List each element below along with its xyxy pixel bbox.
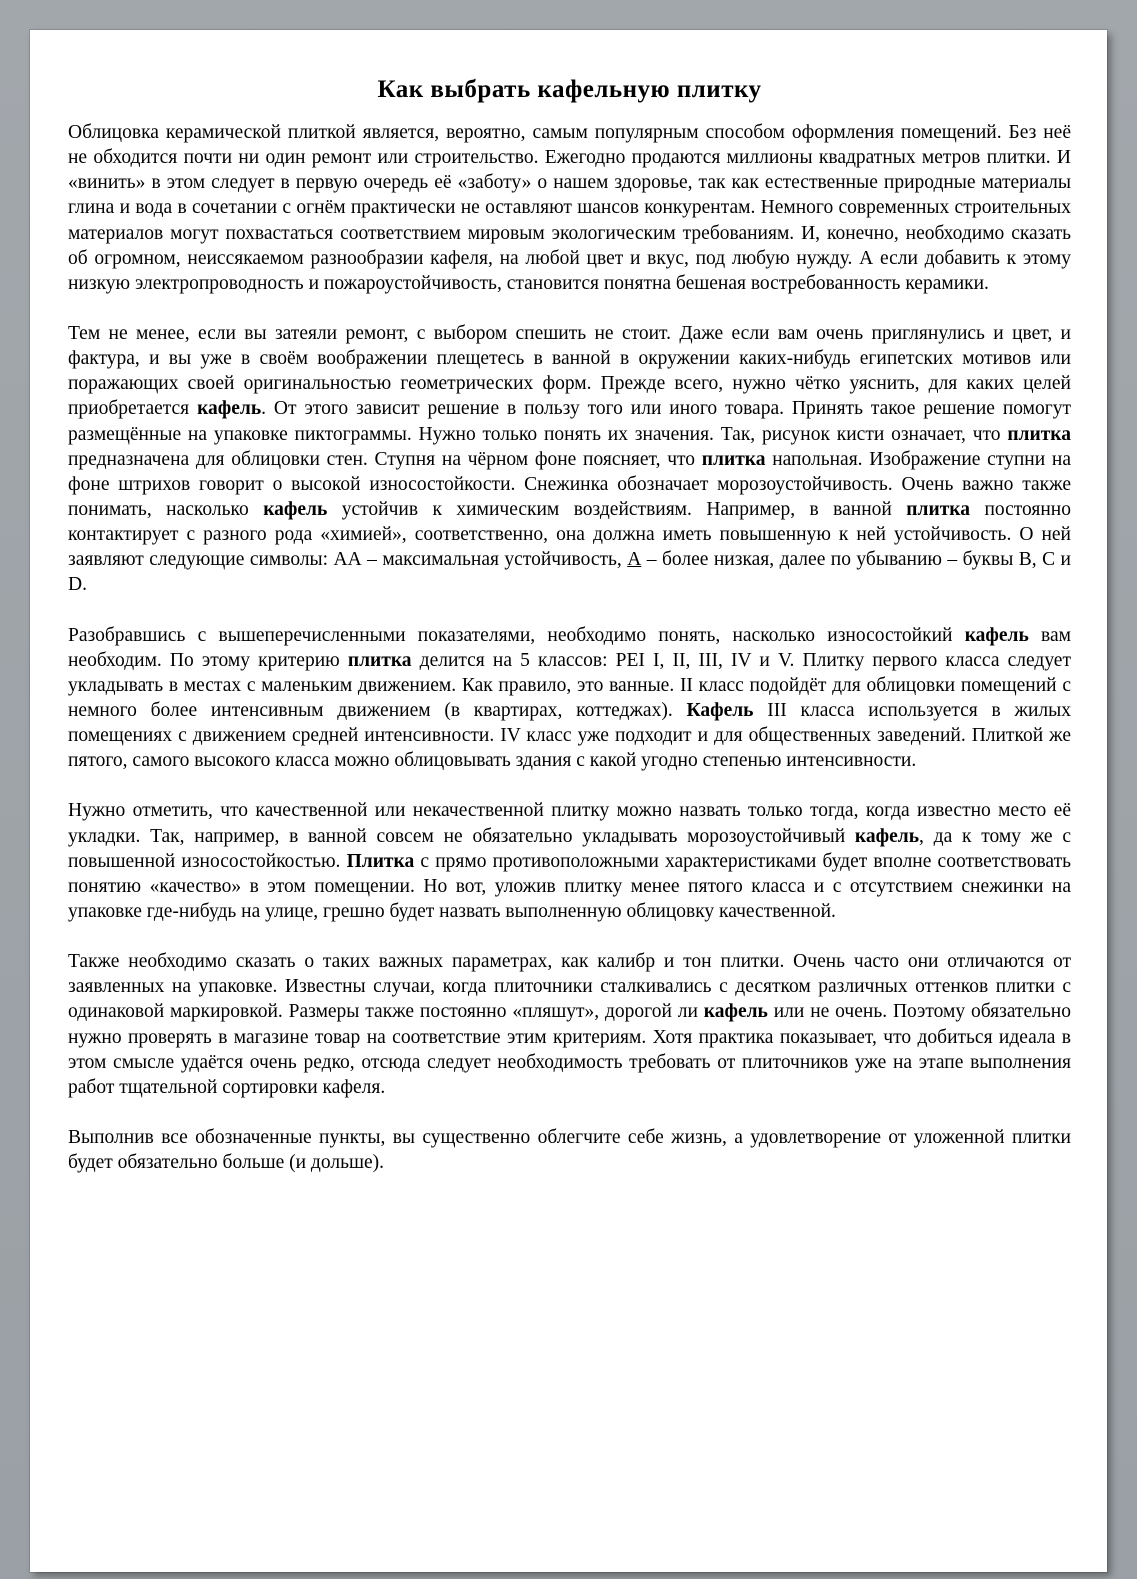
paragraph xyxy=(68,798,1071,924)
bold-text-run: кафель xyxy=(964,624,1029,646)
bold-text-run: плитка xyxy=(347,649,412,671)
bold-text-run: кафель xyxy=(263,498,328,520)
text-run: напольная. Изображение ступни на фоне штрихов говорит о высокой износостойкости. Снежинка обозначает морозоустойчивость. Очень важно также понимать, насколько xyxy=(68,448,1071,520)
document-page xyxy=(30,30,1107,1572)
text-run: Нужно отметить, что качественной или некачественной плитку можно назвать только тогда, когда известно место её укладки. Так, например, в ванной совсем не обязательно укладывать морозоустойчивый xyxy=(68,800,1071,847)
bold-text-run: кафель xyxy=(703,1001,768,1023)
bold-text-run: плитка xyxy=(701,448,766,470)
text-run: Разобравшись с вышеперечисленными показателями, необходимо понять, насколько износостойкий xyxy=(68,624,965,646)
document-body xyxy=(68,120,1071,1175)
bold-text-run: плитка xyxy=(906,498,970,520)
text-run: делится на 5 классов: PEI I, II, III, IV и V. Плитку первого класса следует укладывать в местах с маленьким движением. Как правило, это ванные. II класс подойдёт для облицовки помещений с немного более интенсивным движением (в квартирах, коттеджах). xyxy=(68,649,1071,721)
text-run: Облицовка керамической плиткой является, вероятно, самым популярным способом оформления помещений. Без неё не обходится почти ни один ремонт или строительство. Ежегодно продаются миллионы квадратных метров плитки. И «винить» в этом следует в первую очередь её «заботу» о нашем здоровье, так как естественные природные материалы глина и вода в сочетании с огнём практически не оставляют шансов конкурентам. Немного современных строительных материалов могут похвастаться соответствием мировым экологическим требованиям. И, конечно, необходимо сказать об огромном, неиссякаемом разнообразии кафеля, на любой цвет и вкус, под любую нужду. А если добавить к этому низкую электропроводность и пожароустойчивость, становится понятна бешеная востребованность керамики. xyxy=(68,122,1071,294)
paragraph xyxy=(68,949,1071,1100)
bold-text-run: Плитка xyxy=(346,850,415,872)
bold-text-run: плитка xyxy=(1007,423,1071,445)
text-run: вам необходим. По этому критерию xyxy=(68,624,1071,671)
text-run: устойчив к химическим воздействиям. Например, в ванной xyxy=(327,498,907,520)
underlined-text-run: А xyxy=(627,549,642,571)
text-run: III класса используется в жилых помещениях с движением средней интенсивности. IV класс уже подходит и для общественных заведений. Плиткой же пятого, самого высокого класса можно облицовывать здания с какой угодно степенью интенсивности. xyxy=(68,699,1071,772)
paragraph xyxy=(68,1125,1071,1175)
text-run: предназначена для облицовки стен. Ступня на чёрном фоне поясняет, что xyxy=(68,448,702,470)
text-run: – более низкая, далее по убыванию – буквы В, С и D. xyxy=(68,549,1071,596)
text-run: Также необходимо сказать о таких важных параметрах, как калибр и тон плитки. Очень часто они отличаются от заявленных на упаковке. Известны случаи, когда плиточники сталкивались с десятком различных оттенков плитки с одинаковой маркировкой. Размеры также постоянно «пляшут», дорогой ли xyxy=(68,951,1071,1023)
text-run: или не очень. Поэтому обязательно нужно проверять в магазине товар на соответствие этим критериям. Хотя практика показывает, что добиться идеала в этом смысле удаётся очень редко, отсюда следует необходимость требовать от плиточников уже на этапе выполнения работ тщательной сортировки кафеля. xyxy=(68,1001,1071,1098)
text-run: с прямо противоположными характеристиками будет вполне соответствовать понятию «качество» в этом помещении. Но вот, уложив плитку менее пятого класса и с отсутствием снежинки на упаковке где-нибудь на улице, грешно будет назвать выполненную облицовку качественной. xyxy=(68,850,1071,922)
bold-text-run: кафель xyxy=(854,825,920,847)
text-run: , да к тому же с повышенной износостойкостью. xyxy=(68,825,1071,872)
text-run: постоянно контактирует с разного рода «химией», соответственно, она должна иметь повышенную к ней устойчивость. О ней заявляют следующие символы: АА – максимальная устойчивость, xyxy=(68,498,1071,571)
text-run: . От этого зависит решение в пользу того или иного товара. Принять такое решение помогут размещённые на упаковке пиктограммы. Нужно только понять их значения. Так, рисунок кисти означает, что xyxy=(68,398,1071,445)
bold-text-run: Кафель xyxy=(686,699,754,721)
text-run: Выполнив все обозначенные пункты, вы существенно облегчите себе жизнь, а удовлетворение от уложенной плитки будет обязательно больше (и дольше). xyxy=(68,1126,1071,1174)
document-title: Как выбрать кафельную плитку xyxy=(377,76,762,103)
text-run: Тем не менее, если вы затеяли ремонт, с выбором спешить не стоит. Даже если вам очень приглянулись и цвет, и фактура, и вы уже в своём воображении плещетесь в ванной в окружении каких-нибудь египетских мотивов или поражающих своей оригинальностью геометрических форм. Прежде всего, нужно чётко уяснить, для каких целей приобретается xyxy=(68,322,1071,420)
paragraph xyxy=(68,623,1071,774)
bold-text-run: кафель xyxy=(197,398,262,420)
paragraph xyxy=(68,120,1071,296)
paragraph xyxy=(68,321,1071,598)
